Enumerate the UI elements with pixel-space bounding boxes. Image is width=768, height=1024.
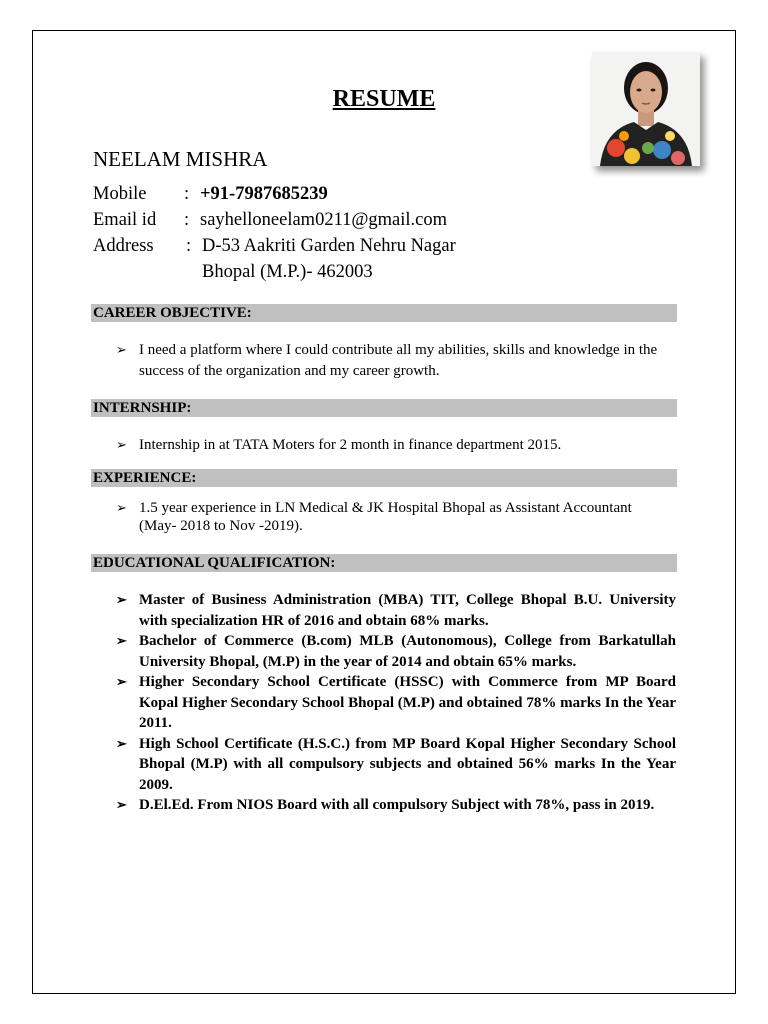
- education-list: [116, 590, 676, 816]
- career-objective-list: [116, 340, 676, 381]
- internship-list: [116, 435, 676, 456]
- profile-photo: [592, 52, 700, 166]
- bullet-arrow-icon: ➢: [116, 500, 127, 515]
- list-item-text: Bachelor of Commerce (B.com) MLB (Autonomous), College from Barkatullah University Bhopal, (M.P) in the year of 2014 and obtain 65% marks.: [139, 633, 676, 670]
- list-item-text: Master of Business Administration (MBA) TIT, College Bhopal B.U. University with specialization HR of 2016 and obtain 68% marks.: [139, 592, 676, 629]
- email-colon: :: [184, 210, 190, 230]
- bullet-arrow-icon: ➢: [116, 797, 127, 812]
- address-colon: :: [186, 236, 192, 256]
- resume-title: RESUME: [332, 86, 436, 112]
- list-item-text: D.El.Ed. From NIOS Board with all compulsory Subject with 78%, pass in 2019.: [139, 797, 655, 813]
- bullet-arrow-icon: ➢: [116, 592, 127, 607]
- mobile-colon: :: [184, 184, 190, 204]
- list-item: [116, 672, 676, 734]
- list-item-text: High School Certificate (H.S.C.) from MP Board Kopal Higher Secondary School Bhopal (M.P) with all compulsory subjects and obtained 56% marks In the Year 2009.: [139, 735, 676, 793]
- list-item-text: 1.5 year experience in LN Medical & JK Hospital Bhopal as Assistant Accountant (May- 2018 to Nov -2019).: [139, 500, 632, 534]
- education-heading: EDUCATIONAL QUALIFICATION:: [91, 554, 677, 572]
- address-line2: Bhopal (M.P.)- 462003: [202, 262, 373, 282]
- internship-heading: INTERNSHIP:: [91, 399, 677, 417]
- list-item: [116, 499, 636, 535]
- career-objective-heading: CAREER OBJECTIVE:: [91, 304, 677, 322]
- email-label: Email id: [93, 210, 157, 230]
- mobile-label: Mobile: [93, 184, 147, 204]
- address-line1: D-53 Aakriti Garden Nehru Nagar: [202, 236, 456, 256]
- candidate-name: NEELAM MISHRA: [93, 147, 268, 171]
- email-value: sayhelloneelam0211@gmail.com: [200, 210, 448, 230]
- profile-photo-image: [592, 52, 700, 166]
- list-item: [116, 435, 676, 456]
- mobile-value: +91-7987685239: [200, 184, 328, 204]
- experience-heading: EXPERIENCE:: [91, 469, 677, 487]
- list-item-text: Higher Secondary School Certificate (HSSC) with Commerce from MP Board Kopal Higher Secondary School Bhopal (M.P) and obtained 78% marks In the Year 2011.: [139, 674, 676, 731]
- bullet-arrow-icon: ➢: [116, 342, 127, 357]
- list-item: [116, 734, 676, 796]
- address-label: Address: [93, 236, 154, 256]
- list-item: [116, 590, 676, 631]
- list-item-text: I need a platform where I could contribute all my abilities, skills and knowledge in the success of the organization and my career growth.: [139, 342, 658, 379]
- list-item: [116, 631, 676, 672]
- bullet-arrow-icon: ➢: [116, 674, 127, 689]
- experience-list: [116, 499, 636, 535]
- list-item: [116, 795, 676, 816]
- list-item: [116, 340, 676, 381]
- list-item-text: Internship in at TATA Moters for 2 month in finance department 2015.: [139, 437, 562, 453]
- bullet-arrow-icon: ➢: [116, 437, 127, 452]
- bullet-arrow-icon: ➢: [116, 735, 127, 751]
- bullet-arrow-icon: ➢: [116, 633, 127, 648]
